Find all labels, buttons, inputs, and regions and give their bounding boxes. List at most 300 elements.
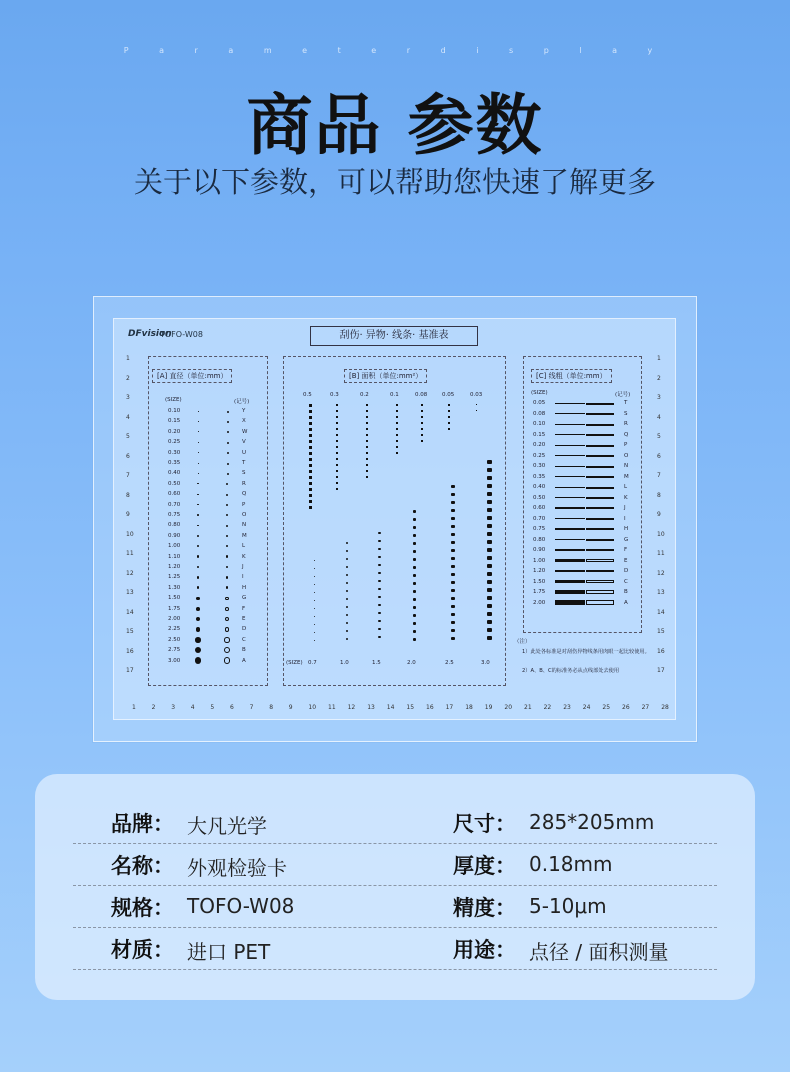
panel-b-mark: [413, 526, 416, 529]
panel-c-line-outline: [586, 424, 614, 426]
ruler-number: 24: [582, 704, 591, 711]
panel-c-line: [555, 466, 585, 467]
panel-c-line-outline: [586, 413, 614, 415]
panel-b-mark: [413, 638, 416, 641]
panel-c-line: [555, 434, 585, 435]
panel-b-mark: [309, 434, 312, 437]
panel-b-mark: [487, 564, 492, 568]
panel-b-mark: [336, 440, 338, 442]
panel-b-mark: [487, 532, 492, 536]
panel-c-code: K: [624, 494, 628, 501]
panel-b-top-value: 0.1: [390, 392, 399, 398]
panel-a-code: I: [242, 574, 244, 581]
note-2: 2）A、B、C的标准务必从点线部处去使用: [522, 668, 620, 674]
panel-a-size: 0.15: [168, 418, 181, 425]
ruler-number: 6: [230, 704, 234, 711]
ruler-number: 7: [126, 472, 130, 479]
ruler-number: 12: [347, 704, 356, 711]
ruler-number: 4: [657, 413, 661, 421]
spec-row: [73, 844, 717, 886]
panel-b-mark: [451, 533, 455, 536]
panel-a-code: R: [242, 480, 246, 487]
panel-b-bottom-value: 3.0: [481, 660, 490, 666]
panel-b-mark: [451, 549, 455, 552]
panel-a-code: F: [242, 605, 246, 612]
panel-b-bottom-value: 2.0: [407, 660, 416, 666]
panel-b-mark: [451, 509, 455, 512]
panel-b-mark: [366, 416, 368, 418]
panel-c-code: I: [624, 515, 626, 522]
ruler-number: 8: [269, 704, 274, 711]
ruler-number: 15: [126, 628, 134, 635]
panel-c-line: [555, 570, 585, 573]
panel-a-code: H: [242, 584, 247, 591]
panel-a-dot: [197, 494, 198, 495]
panel-c-size: 0.25: [533, 452, 546, 459]
panel-c-line: [555, 497, 585, 498]
ruler-number: 4: [190, 704, 195, 711]
panel-a-ring: [227, 442, 229, 444]
page-title: 商品 参数: [246, 87, 544, 164]
ruler-number: 13: [367, 704, 375, 711]
panel-c-code: T: [624, 400, 628, 406]
spec-key-usage: 用途：: [453, 938, 516, 962]
panel-c-size: 1.50: [533, 578, 546, 585]
panel-b-mark: [309, 404, 312, 407]
ruler-number: 2: [657, 374, 661, 382]
panel-b-mark: [413, 598, 416, 601]
panel-c-title: [C] 线粗（单位:mm）: [531, 369, 612, 383]
ruler-number: 10: [126, 530, 134, 538]
panel-b-mark: [448, 404, 450, 406]
panel-a-size: 2.50: [168, 636, 181, 643]
panel-a-code: N: [242, 522, 247, 529]
panel-b-mark: [487, 572, 492, 576]
spec-key-model: 规格：: [111, 896, 174, 920]
panel-b-mark: [346, 574, 348, 576]
ruler-number: 8: [126, 491, 130, 499]
spec-val-precision: 5-10μm: [529, 894, 607, 918]
panel-b-mark: [487, 596, 492, 600]
panel-b-mark: [487, 492, 492, 496]
panel-b-mark: [366, 410, 368, 412]
panel-b-mark: [451, 485, 455, 488]
spec-key-thickness: 厚度：: [453, 854, 516, 878]
panel-b-mark: [378, 564, 381, 566]
panel-b-mark: [487, 580, 492, 584]
spec-val-brand: 大凡光学: [187, 814, 267, 838]
panel-b-mark: [451, 581, 455, 584]
panel-b-mark: [309, 428, 312, 431]
panel-a-code: D: [242, 626, 247, 633]
panel-c-code: D: [624, 568, 629, 574]
panel-b-mark: [336, 452, 338, 454]
panel-c-code: N: [624, 463, 629, 469]
panel-c-code: H: [624, 526, 629, 532]
panel-b-mark: [346, 606, 348, 608]
panel-c-size: 0.35: [533, 473, 546, 480]
spec-val-thickness: 0.18mm: [529, 852, 613, 876]
ruler-number: 17: [445, 704, 454, 711]
panel-a-ring: [227, 452, 229, 454]
panel-b-mark: [487, 516, 492, 520]
panel-b-mark: [451, 501, 455, 504]
panel-b-mark: [378, 628, 381, 630]
panel-a-size: 0.10: [168, 408, 181, 414]
panel-c-line-outline: [586, 487, 614, 489]
panel-c-line-outline: [586, 466, 614, 468]
ruler-number: 4: [126, 413, 130, 421]
panel-b-mark: [413, 510, 416, 513]
panel-b-mark: [487, 636, 492, 640]
panel-a-code: T: [242, 460, 246, 466]
panel-c-code: L: [624, 484, 628, 490]
ruler-number: 18: [465, 704, 473, 711]
panel-c-line-outline: [586, 518, 614, 520]
panel-a-ring: [224, 637, 230, 643]
panel-b: [283, 356, 506, 686]
panel-a-size: 0.20: [168, 428, 181, 435]
panel-b-mark: [413, 534, 416, 537]
panel-b-mark: [448, 410, 450, 412]
left-ruler: [116, 355, 134, 700]
panel-a-size: 1.10: [168, 553, 181, 560]
panel-c-size: 0.08: [533, 410, 546, 417]
panel-b-mark: [413, 518, 416, 521]
panel-b-mark: [421, 404, 423, 406]
spec-val-model: TOFO-W08: [187, 894, 295, 918]
ruler-number: 11: [126, 550, 134, 557]
panel-b-mark: [451, 525, 455, 528]
ruler-number: 1: [657, 355, 661, 362]
panel-b-mark: [413, 542, 416, 545]
panel-b-top-value: 0.2: [360, 392, 369, 398]
panel-b-mark: [448, 428, 450, 430]
panel-c-code: J: [624, 505, 626, 511]
panel-c-line-outline: [586, 580, 614, 584]
panel-b-mark: [346, 638, 348, 640]
panel-c-line: [555, 487, 585, 488]
panel-c-code: P: [624, 442, 628, 448]
panel-b-mark: [487, 524, 492, 528]
panel-c-size: 0.05: [533, 400, 546, 406]
panel-b-mark: [366, 476, 368, 478]
ruler-number: 22: [543, 704, 552, 711]
panel-b-size-label: (SIZE): [286, 660, 303, 666]
panel-c-code: B: [624, 589, 628, 595]
ruler-number: 19: [484, 704, 493, 711]
panel-b-mark: [336, 422, 338, 424]
panel-b-mark: [336, 446, 338, 448]
panel-c-code: C: [624, 578, 628, 585]
panel-a-size: 0.70: [168, 501, 181, 508]
panel-b-mark: [413, 630, 416, 633]
panel-b-title: [B] 面积（单位:mm²）: [344, 369, 427, 383]
notes-title: （注）: [514, 639, 531, 645]
panel-b-mark: [487, 604, 492, 608]
ruler-number: 17: [657, 667, 665, 674]
spec-val-size: 285*205mm: [529, 810, 655, 834]
panel-c-code-label: (记号): [615, 392, 631, 398]
panel-c-code: R: [624, 421, 628, 427]
panel-b-mark: [346, 582, 348, 584]
panel-b-mark: [336, 470, 338, 472]
panel-b-mark: [396, 428, 398, 430]
panel-b-mark: [451, 541, 455, 544]
panel-a-ring: [227, 421, 229, 423]
spec-key-precision: 精度：: [453, 896, 516, 920]
panel-c-code: Q: [624, 431, 629, 438]
ruler-number: 11: [328, 704, 336, 711]
ruler-number: 17: [126, 667, 134, 674]
panel-b-mark: [309, 458, 312, 461]
panel-b-mark: [487, 620, 492, 624]
ruler-number: 15: [406, 704, 415, 711]
panel-c-size-label: (SIZE): [531, 390, 548, 396]
panel-a-size: 2.25: [168, 626, 181, 633]
panel-b-mark: [451, 613, 455, 616]
ruler-number: 10: [657, 530, 665, 538]
panel-b-mark: [451, 517, 455, 520]
panel-b-mark: [309, 452, 312, 455]
ruler-number: 21: [524, 704, 532, 711]
panel-c-line-outline: [586, 590, 614, 594]
panel-b-mark: [451, 565, 455, 568]
panel-c-size: 0.50: [533, 494, 546, 501]
panel-a-size: 0.40: [168, 470, 181, 477]
panel-a-size: 1.00: [168, 543, 181, 550]
card-title: 刮伤· 异物· 线条· 基准表: [310, 326, 478, 346]
ruler-number: 9: [126, 511, 130, 518]
panel-b-mark: [396, 440, 398, 442]
ruler-number: 2: [151, 704, 156, 711]
panel-b-mark: [309, 422, 312, 425]
panel-a-title: [A] 直径（单位:mm）: [152, 369, 232, 383]
panel-c-line-outline: [586, 403, 614, 405]
panel-b-mark: [336, 476, 338, 478]
panel-b-mark: [378, 580, 381, 582]
panel-b-mark: [448, 422, 450, 424]
panel-b-mark: [396, 434, 398, 436]
panel-b-bottom-value: 1.5: [372, 660, 381, 666]
ruler-number: 5: [657, 433, 661, 440]
panel-b-mark: [487, 628, 492, 632]
panel-a-size: 0.30: [168, 449, 181, 456]
panel-c-size: 0.15: [533, 431, 546, 438]
panel-c-line-outline: [586, 600, 614, 605]
ruler-number: 7: [249, 704, 254, 711]
tagline: 关于以下参数，可以帮助您快速了解更多: [133, 165, 656, 199]
english-subtitle: P a r a m e t e r d i s p l a y: [123, 46, 667, 55]
panel-b-mark: [396, 452, 398, 454]
ruler-number: 7: [657, 472, 661, 479]
panel-c-line-outline: [586, 549, 614, 551]
panel-c-code: F: [624, 547, 628, 553]
panel-b-mark: [487, 500, 492, 504]
panel-c-code: O: [624, 452, 629, 459]
panel-b-mark: [366, 458, 368, 460]
panel-a-code: M: [242, 532, 247, 539]
panel-b-mark: [346, 630, 348, 632]
panel-b-mark: [309, 482, 312, 485]
panel-b-mark: [487, 468, 492, 472]
panel-a-size: 1.75: [168, 605, 181, 612]
panel-c-line-outline: [586, 528, 614, 530]
panel-b-mark: [421, 440, 423, 442]
spec-row: [73, 886, 717, 928]
panel-b-mark: [336, 434, 338, 436]
panel-a: [148, 356, 268, 686]
panel-b-mark: [378, 540, 381, 542]
panel-a-dot: [198, 463, 199, 464]
panel-a-dot: [198, 442, 199, 443]
panel-b-mark: [309, 476, 312, 479]
ruler-number: 27: [641, 704, 650, 711]
panel-c-line-outline: [586, 570, 614, 573]
panel-c-size: 1.20: [533, 568, 546, 574]
ruler-number: 20: [504, 704, 513, 711]
right-ruler: [655, 355, 673, 700]
panel-b-mark: [336, 416, 338, 418]
ruler-number: 15: [657, 628, 665, 635]
ruler-number: 14: [386, 704, 395, 711]
panel-c-size: 0.80: [533, 536, 546, 543]
ruler-number: 11: [657, 550, 665, 557]
panel-c-code: S: [624, 410, 628, 417]
panel-b-mark: [487, 588, 492, 592]
panel-a-dot: [197, 555, 199, 557]
panel-b-mark: [448, 416, 450, 418]
panel-b-mark: [309, 410, 312, 413]
ruler-number: 23: [563, 704, 571, 711]
panel-b-mark: [309, 488, 312, 491]
panel-b-mark: [421, 428, 423, 430]
panel-a-code: V: [242, 439, 246, 446]
ruler-number: 14: [657, 608, 665, 616]
ruler-number: 2: [126, 374, 130, 382]
panel-a-size: 0.75: [168, 512, 181, 518]
panel-a-ring: [224, 657, 231, 664]
panel-b-mark: [451, 557, 455, 560]
ruler-number: 13: [657, 589, 665, 596]
panel-b-mark: [413, 550, 416, 553]
panel-a-code: X: [242, 418, 246, 425]
panel-b-mark: [309, 506, 312, 509]
panel-c-line: [555, 590, 585, 594]
panel-c-code: A: [624, 599, 628, 606]
panel-b-mark: [413, 582, 416, 585]
panel-c-line: [555, 539, 585, 541]
panel-b-top-value: 0.03: [470, 392, 483, 398]
panel-c-line-outline: [586, 445, 614, 447]
panel-c-size: 1.00: [533, 557, 546, 564]
ruler-number: 1: [132, 704, 136, 711]
note-1: 1）此处各标准是对刮伤异物线条用肉眼一起比较使用。: [522, 649, 650, 655]
panel-b-mark: [366, 470, 368, 472]
panel-b-mark: [413, 574, 416, 577]
panel-b-mark: [413, 606, 416, 609]
panel-b-mark: [336, 404, 338, 406]
panel-a-ring: [226, 535, 228, 537]
ruler-number: 26: [622, 704, 630, 711]
panel-b-top-value: 0.05: [442, 392, 455, 398]
panel-b-mark: [451, 637, 455, 640]
ruler-number: 5: [126, 433, 130, 440]
panel-c-size: 0.70: [533, 515, 546, 522]
spec-row: [73, 928, 717, 970]
panel-b-bottom-value: 1.0: [340, 660, 349, 666]
panel-c-size: 0.75: [533, 526, 546, 532]
spec-row: [73, 802, 717, 844]
ruler-number: 12: [126, 569, 134, 577]
panel-a-code: Y: [242, 408, 246, 414]
panel-b-mark: [378, 572, 381, 574]
panel-b-mark: [366, 446, 368, 448]
ruler-number: 13: [126, 589, 134, 596]
panel-b-mark: [413, 614, 416, 617]
panel-c-line-outline: [586, 434, 614, 436]
panel-a-code: E: [242, 616, 246, 622]
panel-a-ring: [226, 555, 228, 557]
panel-b-mark: [487, 540, 492, 544]
panel-a-size: 0.50: [168, 480, 181, 487]
panel-c-line-outline: [586, 559, 614, 561]
panel-b-mark: [421, 434, 423, 436]
panel-b-mark: [346, 614, 348, 616]
panel-c-line: [555, 549, 585, 551]
panel-a-size: 0.35: [168, 460, 181, 466]
panel-b-mark: [336, 458, 338, 460]
panel-b-top-value: 0.08: [415, 392, 428, 398]
panel-b-mark: [413, 590, 416, 593]
panel-b-mark: [451, 629, 455, 632]
panel-a-ring: [227, 411, 229, 413]
panel-c-line: [555, 580, 585, 584]
panel-a-size: 0.90: [168, 532, 181, 539]
panel-a-ring: [227, 473, 229, 475]
panel-b-mark: [413, 558, 416, 561]
panel-a-dot: [196, 597, 199, 600]
panel-a-size: 1.30: [168, 584, 181, 591]
panel-a-code: U: [242, 449, 247, 456]
panel-a-size: 0.80: [168, 522, 181, 529]
panel-b-mark: [476, 410, 477, 411]
panel-b-mark: [346, 558, 348, 560]
panel-c-size: 2.00: [533, 599, 546, 606]
panel-b-mark: [421, 416, 423, 418]
panel-a-dot: [198, 411, 199, 412]
ruler-number: 6: [126, 452, 130, 460]
spec-key-name: 名称：: [111, 854, 174, 878]
panel-b-mark: [346, 598, 348, 600]
panel-b-mark: [378, 612, 381, 614]
panel-b-mark: [309, 494, 312, 497]
ruler-number: 9: [288, 704, 293, 711]
panel-a-size-label: (SIZE): [165, 397, 182, 403]
panel-c-line: [555, 424, 585, 425]
panel-a-code: J: [242, 564, 244, 570]
ruler-number: 14: [126, 608, 134, 616]
panel-c-line-outline: [586, 476, 614, 478]
panel-a-code: O: [242, 512, 247, 518]
panel-c-line: [555, 476, 585, 477]
panel-c-line: [555, 600, 585, 605]
panel-b-mark: [346, 590, 348, 592]
ruler-number: 16: [126, 647, 134, 655]
panel-c-size: 0.90: [533, 547, 546, 553]
panel-b-mark: [309, 500, 312, 503]
panel-b-mark: [309, 470, 312, 473]
